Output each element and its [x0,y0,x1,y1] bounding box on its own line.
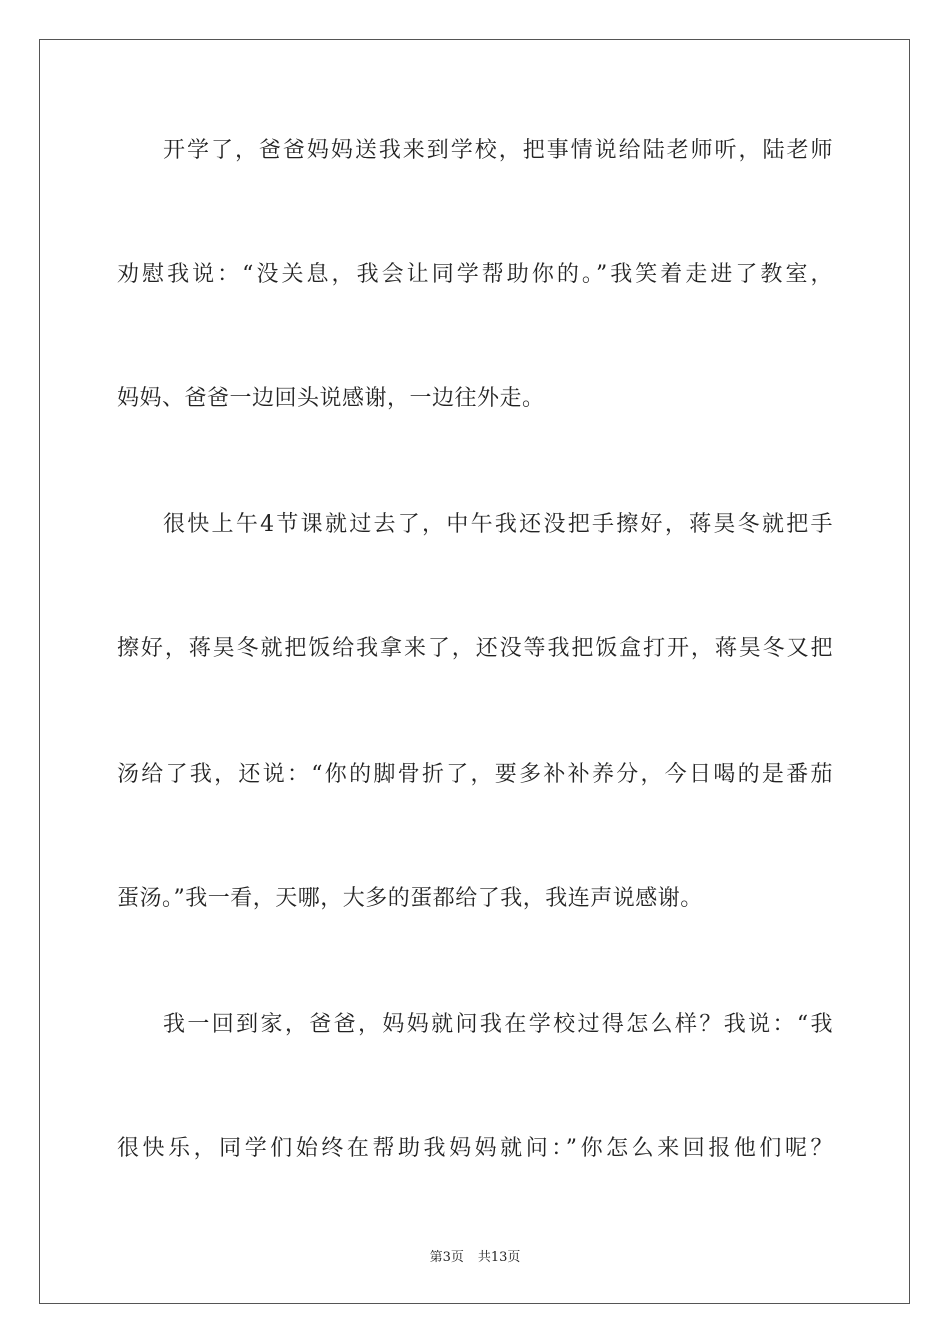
paragraph-2-line-3: 汤给了我，还说：“你的脚骨折了，要多补补养分，今日喝的是番茄 [117,762,833,787]
paragraph-2-line-4: 蛋汤。”我一看，天哪，大多的蛋都给了我，我连声说感谢。 [117,886,703,911]
paragraph-1-line-2: 劝慰我说：“没关息，我会让同学帮助你的。”我笑着走进了教室， [117,262,833,287]
paragraph-2-line-2: 擦好，蒋昊冬就把饭给我拿来了，还没等我把饭盒打开，蒋昊冬又把 [117,636,833,661]
paragraph-3-line-1: 我一回到家，爸爸，妈妈就问我在学校过得怎么样？我说：“我 [163,1012,833,1037]
page-total: 共13页 [477,1250,521,1265]
page-border [39,39,910,1304]
page-footer [0,1246,950,1265]
paragraph-2-line-1: 很快上午4节课就过去了，中午我还没把手擦好，蒋昊冬就把手 [163,512,833,537]
paragraph-1-line-3: 妈妈、爸爸一边回头说感谢，一边往外走。 [117,386,545,411]
paragraph-3-line-2: 很快乐，同学们始终在帮助我妈妈就问：”你怎么来回报他们呢？ [117,1136,833,1161]
paragraph-1-line-1: 开学了，爸爸妈妈送我来到学校，把事情说给陆老师听，陆老师 [163,138,833,163]
page-number: 第3页 [429,1250,464,1265]
